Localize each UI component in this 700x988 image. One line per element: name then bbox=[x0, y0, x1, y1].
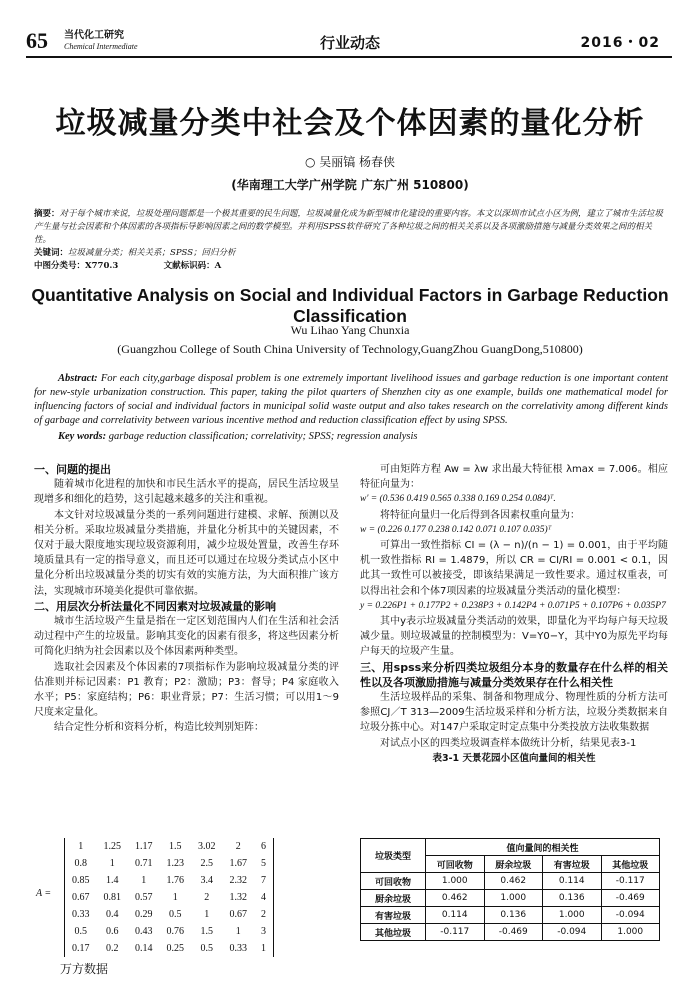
paragraph: 结合定性分析和资料分析，构造比较判别矩阵： bbox=[54, 722, 264, 734]
table-col-header: 厨余垃圾 bbox=[484, 856, 543, 873]
magazine-name-en: Chemical Intermediate bbox=[64, 42, 138, 51]
paragraph: 本文针对垃圾减量分类的一系列问题进行建模、求解、预测以及相关分析。采取垃圾减量分类措施，并量化分析其中的关键因素，不仅对于最大限度地实现垃圾资源利用，减少垃圾处置量，改善生存环境质量具有一定的指导意义，而且还可以通过在垃圾分类试点小区中量化分析出垃圾减量分类的切实有效的实施方法，为大面积推广该方法，实现城市环境美化提供可靠依据。 bbox=[34, 509, 339, 597]
section-heading-3: 三、用spss来分析四类垃圾组分本身的数量存在什么样的相关性以及各项激励措施与减量分类效果存在什么相关性 bbox=[360, 660, 668, 689]
keywords: 垃圾减量分类；相关关系；SPSS；回归分析 bbox=[68, 248, 236, 258]
matrix-row bbox=[65, 838, 274, 855]
table-cell: 0.136 bbox=[543, 890, 602, 907]
table-row-header: 有害垃圾 bbox=[361, 907, 426, 924]
matrix-row bbox=[65, 906, 274, 923]
matrix-cell: 0.5 bbox=[200, 943, 213, 954]
authors: ○ 吴丽镐 杨春侠 bbox=[304, 155, 396, 169]
clc-code: X770.3 bbox=[85, 261, 119, 271]
table-cell: -0.117 bbox=[601, 873, 660, 890]
matrix-cell: 7 bbox=[261, 875, 266, 886]
matrix-cell: 1 bbox=[235, 926, 241, 937]
magazine-name: 当代化工研究 bbox=[64, 30, 124, 41]
matrix-cell: 1.23 bbox=[166, 858, 184, 869]
table-row bbox=[361, 873, 660, 890]
matrix-cell: 0.4 bbox=[106, 909, 119, 920]
table-col-header: 可回收物 bbox=[426, 856, 485, 873]
matrix-cell: 0.57 bbox=[135, 892, 153, 903]
table-row-header: 其他垃圾 bbox=[361, 924, 426, 941]
table-cell: 0.462 bbox=[426, 890, 485, 907]
table-cell: 0.462 bbox=[484, 873, 543, 890]
section-heading-1: 一、问题的提出 bbox=[34, 463, 111, 476]
eigenvector: w' = (0.536 0.419 0.565 0.338 0.169 0.254 0.084)ᵀ. bbox=[360, 494, 556, 505]
matrix-cell: 0.81 bbox=[103, 892, 121, 903]
matrix-cell: 3 bbox=[261, 926, 266, 937]
paragraph: 对试点小区的四类垃圾调查样本做统计分析，结果见表3-1 bbox=[380, 737, 637, 749]
page-number: 65 bbox=[26, 28, 48, 53]
matrix-cell: 0.6 bbox=[106, 926, 119, 937]
matrix-cell: 2 bbox=[235, 841, 241, 852]
paragraph: 生活垃圾样品的采集、制备和物理成分、物理性质的分析方法可参照CJ／T 313—2009生活垃圾采样和分析方法，垃圾分类数据来自垃圾分拣中心。对147户采取定时定点集中分类投放方法收集数据 bbox=[360, 692, 668, 734]
paragraph: 可算出一致性指标 CI = (λ − n)/(n − 1) = 0.001，由于平均随机一致性指标 RI = 1.4879，所以 CR = CI/RI = 0.001 < 0.1，因此其一致性可以被接受，即该结果满足一致性要求。通过权重表，可以得出社会和个体7项因素的垃圾减量分类活动的量化模型： bbox=[360, 540, 668, 597]
matrix-cell: 0.67 bbox=[72, 892, 90, 903]
matrix-cell: 0.33 bbox=[72, 909, 90, 920]
matrix-cell: 4 bbox=[261, 892, 266, 903]
keywords-en-text: garbage reduction classification; correlativity; SPSS; regression analysis bbox=[108, 431, 418, 442]
matrix-cell: 0.8 bbox=[74, 858, 87, 869]
paragraph: 随着城市化进程的加快和市民生活水平的提高，居民生活垃圾呈现增多和细化的趋势，这引起越来越多的关注和重视。 bbox=[34, 479, 339, 506]
model-formula: y = 0.226P1 + 0.177P2 + 0.238P3 + 0.142P4 + 0.071P5 + 0.107P6 + 0.035P7 bbox=[360, 600, 666, 611]
table-row-header: 厨余垃圾 bbox=[361, 890, 426, 907]
keywords-en-label: Key words: bbox=[58, 431, 107, 442]
table-cell: -0.469 bbox=[601, 890, 660, 907]
affiliation: (华南理工大学广州学院 广东广州 510800) bbox=[231, 178, 469, 192]
paragraph: 可由矩阵方程 Aw = λw 求出最大特征根 λmax = 7.006。相应特征向量为： bbox=[360, 464, 668, 491]
matrix-cell: 0.71 bbox=[135, 858, 153, 869]
matrix-cell: 2 bbox=[204, 892, 210, 903]
table-cell: 1.000 bbox=[426, 873, 485, 890]
matrix-cell: 1 bbox=[204, 909, 210, 920]
matrix-cell: 3.4 bbox=[200, 875, 213, 886]
table-col-header: 其他垃圾 bbox=[601, 856, 660, 873]
matrix-cell: 6 bbox=[261, 841, 266, 852]
paragraph: 选取社会因素及个体因素的7项指标作为影响垃圾减量分类的评估准则并标记因素：P1 教育；P2：激励；P3：督导；P4 家庭收入水平；P5：家庭结构；P6：职业背景；P7：生活习惯；可以用1～9尺度来定量化。 bbox=[34, 661, 339, 719]
paragraph: 城市生活垃圾产生量是指在一定区划范围内人们在生活和社会活动过程中产生的垃圾量。影响其变化的因素有很多，将这些因素分析可简化归纳为社会因素以及个体因素两种类型。 bbox=[34, 616, 339, 658]
matrix-cell: 0.33 bbox=[229, 943, 247, 954]
affiliation-en: (Guangzhou College of South China University of Technology,GuangZhou GuangDong,510800) bbox=[117, 342, 583, 356]
article-title: 垃圾减量分类中社会及个体因素的量化分析 bbox=[55, 106, 645, 141]
matrix-cell: 2 bbox=[261, 909, 266, 920]
paragraph: 将特征向量归一化后得到各因素权重向量为： bbox=[380, 509, 580, 521]
table-cell: -0.117 bbox=[426, 924, 485, 941]
matrix-cell: 1 bbox=[109, 858, 115, 869]
abstract-en bbox=[34, 372, 668, 428]
matrix-cell: 1.67 bbox=[229, 858, 247, 869]
table-cell: 0.114 bbox=[426, 907, 485, 924]
matrix-row bbox=[65, 889, 274, 906]
table-row-header: 可回收物 bbox=[361, 873, 426, 890]
matrix-cell: 2.32 bbox=[229, 875, 247, 886]
matrix-cell: 2.5 bbox=[200, 858, 213, 869]
section-title: 行业动态 bbox=[319, 34, 380, 52]
doc-code: A bbox=[214, 261, 222, 271]
matrix-cell: 0.14 bbox=[135, 943, 153, 954]
table-row bbox=[361, 907, 660, 924]
matrix-cell: 0.2 bbox=[106, 943, 119, 954]
keywords-en bbox=[58, 431, 668, 442]
authors-en: Wu Lihao Yang Chunxia bbox=[290, 323, 410, 337]
matrix-cell: 0.25 bbox=[166, 943, 184, 954]
matrix-cell: 0.5 bbox=[74, 926, 87, 937]
matrix-cell: 1 bbox=[78, 841, 84, 852]
correlation-table bbox=[360, 838, 660, 941]
comparison-matrix bbox=[36, 838, 336, 954]
matrix-cell: 1 bbox=[172, 892, 178, 903]
table-cell: 1.000 bbox=[484, 890, 543, 907]
matrix-label: A = bbox=[36, 888, 52, 899]
matrix-cell: 1.5 bbox=[200, 926, 213, 937]
matrix-cell: 0.5 bbox=[169, 909, 182, 920]
matrix-row bbox=[65, 855, 274, 872]
clc-label: 中图分类号： bbox=[34, 261, 86, 271]
matrix-cell: 1.32 bbox=[229, 892, 247, 903]
table-cell: 0.114 bbox=[543, 873, 602, 890]
matrix-row bbox=[65, 872, 274, 889]
abstract-en-text: For each city,garbage disposal problem is one extremely important livelihood issues and garbage reduction is one important content for new-style urbanization construction. This paper, taking the pilot quarters of Shenzhen city as one example, builds one mathematical model for influencing factors of social and individual factors in municipal solid waste output and also takes research on the correlativity among different kinds of garbage and correlativity between various incentive method and reduction classification effect by using SPSS. bbox=[34, 373, 669, 426]
matrix-row bbox=[65, 940, 274, 957]
matrix-cell: 0.43 bbox=[135, 926, 153, 937]
matrix-cell: 3.02 bbox=[198, 841, 216, 852]
matrix-cell: 1.25 bbox=[103, 841, 121, 852]
table-cell: 1.000 bbox=[543, 907, 602, 924]
right-column bbox=[360, 462, 668, 766]
table-cell: -0.094 bbox=[601, 907, 660, 924]
matrix-cell: 0.85 bbox=[72, 875, 90, 886]
table-cell: 0.136 bbox=[484, 907, 543, 924]
doc-code-label: 文献标识码： bbox=[163, 261, 215, 271]
matrix-cell: 1.4 bbox=[106, 875, 119, 886]
matrix-cell: 1.5 bbox=[169, 841, 182, 852]
keywords-label: 关键词： bbox=[34, 248, 69, 258]
matrix-row bbox=[65, 923, 274, 940]
table-col-header: 有害垃圾 bbox=[543, 856, 602, 873]
matrix-cell: 1.17 bbox=[135, 841, 153, 852]
matrix-cell: 0.17 bbox=[72, 943, 90, 954]
table-header-type: 垃圾类型 bbox=[361, 839, 426, 873]
issue-date: 2016・02 bbox=[580, 35, 660, 51]
matrix-cell: 0.29 bbox=[135, 909, 153, 920]
abstract-label: 摘要： bbox=[34, 209, 60, 219]
left-column bbox=[34, 462, 339, 736]
table-row bbox=[361, 890, 660, 907]
weight-vector: w = (0.226 0.177 0.238 0.142 0.071 0.107 0.035)ᵀ bbox=[360, 524, 552, 535]
matrix-cell: 1 bbox=[141, 875, 147, 886]
matrix-cell: 1 bbox=[261, 943, 266, 954]
abstract-cn bbox=[34, 208, 668, 273]
abstract-en-label: Abstract: bbox=[58, 373, 98, 384]
section-heading-2: 二、用层次分析法量化不同因素对垃圾减量的影响 bbox=[34, 599, 276, 613]
table-cell: -0.469 bbox=[484, 924, 543, 941]
matrix-table bbox=[64, 838, 274, 957]
table-caption: 表3-1 天景花园小区值向量间的相关性 bbox=[432, 752, 596, 764]
table-header-group: 值向量间的相关性 bbox=[426, 839, 660, 856]
matrix-cell: 0.76 bbox=[166, 926, 184, 937]
matrix-cell: 0.67 bbox=[229, 909, 247, 920]
table-row bbox=[361, 924, 660, 941]
matrix-cell: 5 bbox=[261, 858, 266, 869]
table-cell: 1.000 bbox=[601, 924, 660, 941]
paragraph: 其中y表示垃圾减量分类活动的效果，即量化为平均每户每天垃圾减少量。则垃圾减量的控制模型为：V=Y0−Y，其中Y0为原先平均每户每天的垃圾产生量。 bbox=[360, 616, 668, 658]
abstract-text: 对于每个城市来说，垃圾处理问题都是一个极其重要的民生问题，垃圾减量化成为新型城市化建设的重要内容。本文以深圳市试点小区为例，建立了城市生活垃圾产生量与社会因素和个体因素的各项指标导影响因素之间的数学模型。并利用SPSS软件研究了各种垃圾之间的相关关系以及各项激励措施与减量分类效果之间的相关性。 bbox=[34, 209, 664, 245]
matrix-cell: 1.76 bbox=[166, 875, 184, 886]
article-title-en: Quantitative Analysis on Social and Individual Factors in Garbage Reduction Classification bbox=[31, 285, 669, 326]
header-rule bbox=[26, 56, 672, 58]
table-cell: -0.094 bbox=[543, 924, 602, 941]
footer-source: 万方数据 bbox=[60, 962, 109, 976]
